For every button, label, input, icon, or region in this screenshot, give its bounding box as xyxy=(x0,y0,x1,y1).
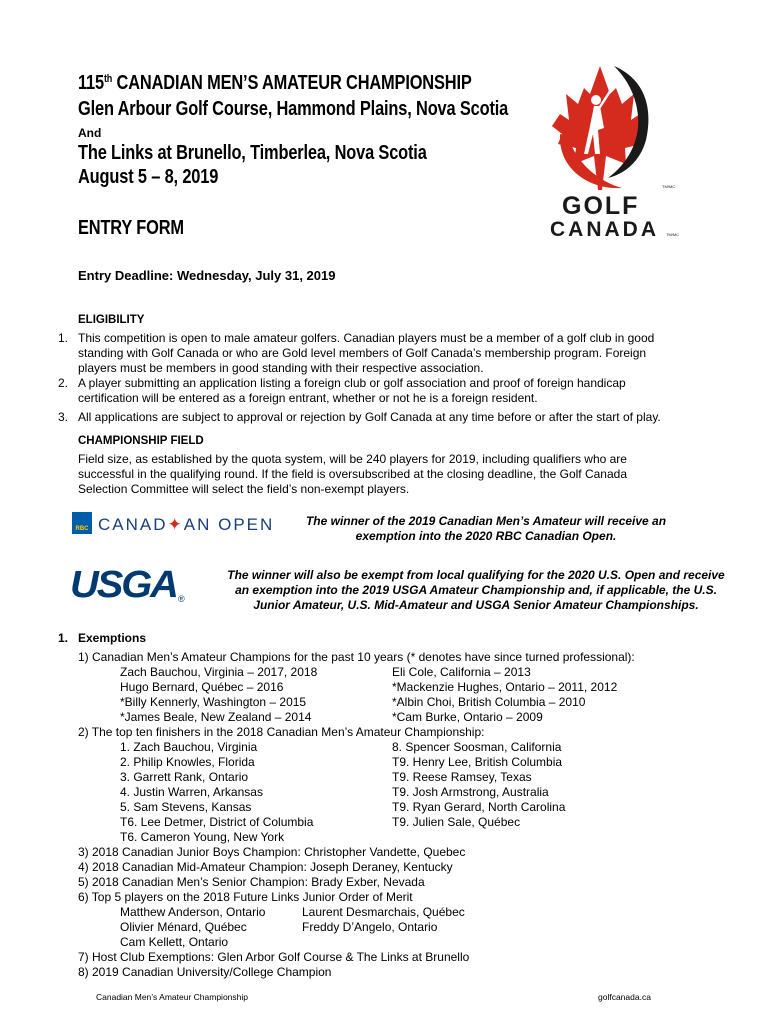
venue-one: Glen Arbour Golf Course, Hammond Plains, Nova Scotia xyxy=(78,98,509,120)
golf-canada-logo xyxy=(530,64,680,244)
field-line: Field size, as established by the quota system, will be 240 players for 2019, including qualifiers who are xyxy=(78,452,627,466)
eligibility-line: standing with Golf Canada or who are Gold level members of Golf Canada’s membership program. Foreign xyxy=(78,346,647,360)
champion-name: *Cam Burke, Ontario – 2009 xyxy=(392,710,543,724)
champion-name: *Mackenzie Hughes, Ontario – 2011, 2012 xyxy=(392,680,618,694)
eligibility-num: 1. xyxy=(58,331,69,345)
junior-name: Cam Kellett, Ontario xyxy=(120,935,229,949)
champion-name: *James Beale, New Zealand – 2014 xyxy=(120,710,312,724)
exemption-item: 5) 2018 Canadian Men’s Senior Champion: Brady Exber, Nevada xyxy=(78,875,425,889)
exemption-item: 1) Canadian Men’s Amateur Champions for the past 10 years (* denotes have since turned professional): xyxy=(78,650,635,664)
finisher-name: T9. Ryan Gerard, North Carolina xyxy=(392,800,566,814)
logo-canada-text: CANADA xyxy=(550,218,659,241)
finisher-name: 5. Sam Stevens, Kansas xyxy=(120,800,252,814)
exemption-item: 2) The top ten finishers in the 2018 Canadian Men’s Amateur Championship: xyxy=(78,725,485,739)
rbc-canadian-open-logo xyxy=(72,510,275,538)
registered-icon: ® xyxy=(178,594,185,604)
rbc-badge: RBC xyxy=(72,512,92,534)
eligibility-line: A player submitting an application listing a foreign club or golf association and proof of foreign handicap xyxy=(78,376,626,390)
finisher-name: 1. Zach Bauchou, Virginia xyxy=(120,740,258,754)
exemptions-num: 1. xyxy=(58,631,69,645)
finisher-name: 2. Philip Knowles, Florida xyxy=(120,755,255,769)
eligibility-line: certification will be entered as a foreign entrant, whether or not he is a foreign resident. xyxy=(78,391,538,405)
maple-leaf-icon: ✦ xyxy=(167,515,184,534)
eligibility-num: 2. xyxy=(58,376,69,390)
maple-leaf-golfer-icon xyxy=(530,64,680,194)
finisher-name: 4. Justin Warren, Arkansas xyxy=(120,785,263,799)
field-line: successful in the qualifying round. If the field is oversubscribed at the closing deadline, the Golf Canada xyxy=(78,467,627,481)
finisher-name: T9. Josh Armstrong, Australia xyxy=(392,785,549,799)
and-label: And xyxy=(78,126,102,140)
eligibility-line: This competition is open to male amateur golfers. Canadian players must be a member of a golf club in good xyxy=(78,331,655,345)
finisher-name: T9. Henry Lee, British Columbia xyxy=(392,755,563,769)
usga-exemption-text: The winner will also be exempt from local qualifying for the 2020 U.S. Open and receive an exemption into the 2019 USGA Amateur Championship and, if applicable, the U.S. Junior Amateur, U.S. Mid-Amateur and USGA Senior Amateur Championships. xyxy=(227,568,725,612)
exemptions-heading: Exemptions xyxy=(78,631,147,645)
junior-name: Olivier Ménard, Québec xyxy=(120,920,247,934)
logo-tm-mark: TM/MC xyxy=(666,232,680,237)
finisher-name: T9. Reese Ramsey, Texas xyxy=(392,770,532,784)
junior-name: Laurent Desmarchais, Québec xyxy=(302,905,465,919)
eligibility-num: 3. xyxy=(58,410,69,424)
entry-deadline: Entry Deadline: Wednesday, July 31, 2019 xyxy=(78,268,336,283)
field-line: Selection Committee will select the field’s non-exempt players. xyxy=(78,482,410,496)
eligibility-line: players must be members in good standing with their respective association. xyxy=(78,361,484,375)
champion-name: Eli Cole, California – 2013 xyxy=(392,665,531,679)
rbc-logo-text: CANAD✦AN OPEN xyxy=(98,515,275,534)
eligibility-line: All applications are subject to approval or rejection by Golf Canada at any time before or after the start of play. xyxy=(78,410,661,424)
champion-name: Hugo Bernard, Québec – 2016 xyxy=(120,680,284,694)
entry-form-title: ENTRY FORM xyxy=(78,217,184,239)
footer-right: golfcanada.ca xyxy=(598,992,651,1002)
champion-name: *Albin Choi, British Columbia – 2010 xyxy=(392,695,586,709)
finisher-name: 3. Garrett Rank, Ontario xyxy=(120,770,249,784)
exemption-item: 4) 2018 Canadian Mid-Amateur Champion: Joseph Deraney, Kentucky xyxy=(78,860,453,874)
logo-tm-mark: TM/MC xyxy=(662,184,676,189)
exemption-item: 7) Host Club Exemptions: Glen Arbor Golf Course & The Links at Brunello xyxy=(78,950,470,964)
finisher-name: T9. Julien Sale, Québec xyxy=(392,815,521,829)
rbc-exemption-text: The winner of the 2019 Canadian Men’s Amateur will receive an exemption into the 2020 RBC Canadian Open. xyxy=(305,514,667,543)
junior-name: Matthew Anderson, Ontario xyxy=(120,905,266,919)
footer-left: Canadian Men’s Amateur Championship xyxy=(96,992,248,1002)
dates: August 5 – 8, 2019 xyxy=(78,166,219,188)
exemption-item: 6) Top 5 players on the 2018 Future Links Junior Order of Merit xyxy=(78,890,413,904)
finisher-name: T6. Cameron Young, New York xyxy=(120,830,285,844)
title-line: 115th CANADIAN MEN’S AMATEUR CHAMPIONSHIP xyxy=(78,72,472,94)
eligibility-heading: ELIGIBILITY xyxy=(78,314,145,326)
usga-logo xyxy=(70,566,200,606)
champion-name: *Billy Kennerly, Washington – 2015 xyxy=(120,695,307,709)
champion-name: Zach Bauchou, Virginia – 2017, 2018 xyxy=(120,665,318,679)
exemption-item: 8) 2019 Canadian University/College Champion xyxy=(78,965,332,979)
field-heading: CHAMPIONSHIP FIELD xyxy=(78,435,204,447)
finisher-name: T6. Lee Detmer, District of Columbia xyxy=(120,815,314,829)
junior-name: Freddy D’Angelo, Ontario xyxy=(302,920,438,934)
exemption-item: 3) 2018 Canadian Junior Boys Champion: Christopher Vandette, Quebec xyxy=(78,845,466,859)
venue-two: The Links at Brunello, Timberlea, Nova Scotia xyxy=(78,142,427,164)
usga-wordmark: USGA xyxy=(70,564,177,606)
logo-golf-text: GOLF xyxy=(562,192,640,220)
finisher-name: 8. Spencer Soosman, California xyxy=(392,740,562,754)
